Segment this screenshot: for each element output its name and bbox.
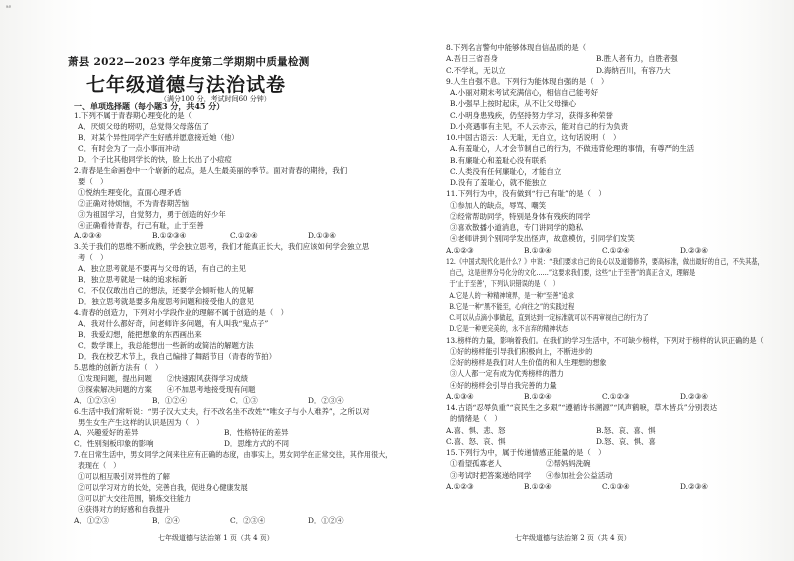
question-block bbox=[446, 447, 613, 481]
answer-option: A.喜、惧、悲、怒 bbox=[446, 425, 506, 435]
question-block bbox=[74, 308, 288, 363]
question-line: B．独立思考就是一味的追求标新 bbox=[78, 275, 187, 285]
answer-options bbox=[446, 245, 758, 256]
question-line: D．个子比其他同学长的快，脸上长出了小痘痘 bbox=[78, 154, 232, 164]
question-stem: 7.在日常生活中，男女同学之间来往应有正确的态度，由事实上，男女同学在正常交往，其作用很大， bbox=[74, 450, 393, 460]
answer-option: A.②③④ bbox=[74, 231, 102, 241]
answer-option: B.①②③④ bbox=[152, 231, 187, 241]
question-stem: 10.中国古语云：人无耻，无自立，这句话说明（ ） bbox=[446, 133, 621, 142]
answer-option: C．性别刻板印象的影响 bbox=[74, 439, 154, 449]
question-line: ④老师讲到个别同学发出怪声，故意模仿，引同学们发笑 bbox=[450, 234, 635, 244]
answer-option: B．性格特征的差异 bbox=[224, 428, 289, 438]
answer-option: B.怒、哀、喜、惧 bbox=[596, 425, 656, 435]
answer-options bbox=[446, 391, 758, 402]
question-line: D．独立思考就是要多角度思考问题和接受他人的意见 bbox=[78, 297, 254, 307]
page-footer-right: 七年级道德与法治第 2 页（共 4 页） bbox=[515, 534, 631, 542]
question-line: B．我爱幻想，能把想象的东西画出来 bbox=[78, 329, 202, 339]
question-line: ①发现问题，提出问题 ②快速跟风获得学习成绩 bbox=[78, 373, 248, 383]
answer-option: C．②③④ bbox=[230, 516, 266, 526]
question-block bbox=[446, 188, 635, 244]
question-block bbox=[74, 111, 239, 166]
question-line: B.有廉耻心和羞耻心没有联系 bbox=[450, 155, 547, 165]
answer-option: B.①③④ bbox=[524, 245, 552, 255]
question-line: 男生女生产生这样的认识是因为（ ） bbox=[78, 417, 204, 427]
corner-mark: ᵃˢ bbox=[6, 4, 12, 12]
answer-option: B．②④ bbox=[152, 516, 180, 526]
question-stem: 2.青春是生命画卷中一个崭新的起点，是人生最美丽的季节。面对青春的期待，我们 bbox=[74, 165, 348, 175]
answer-option: D.②③④ bbox=[680, 481, 708, 491]
question-line: ③人人都一定有成为优秀榜样的潜力 bbox=[449, 369, 564, 379]
answer-option: B.①②④ bbox=[524, 481, 552, 491]
question-line: A.有羞耻心，人才会节制自己的行为，不做违背伦理的事情，有尊严的生活 bbox=[450, 144, 695, 154]
question-line: D.没有了羞耻心，就不能独立 bbox=[450, 178, 547, 187]
question-block bbox=[74, 166, 347, 232]
question-stem: 1.下列不属于青春期心理变化的是（ bbox=[74, 111, 192, 120]
exam-region-heading: 萧县 2022—2023 学年度第二学期期中质量检测 bbox=[68, 56, 310, 68]
question-block bbox=[446, 402, 717, 425]
question-stem: 12.《中国式现代化是什么？》中说：“我们要求自己的良心以及道德修养，要高标准，做出最好的自己，不失其基， bbox=[446, 256, 764, 266]
question-line: ①可以相互吸引对异性的了解 bbox=[77, 472, 170, 482]
question-line: ②正确对待烦恼，不为青春期苦恼 bbox=[78, 198, 189, 208]
answer-option: C.①②④ bbox=[602, 245, 630, 255]
answer-options bbox=[446, 425, 746, 448]
answer-options bbox=[74, 428, 374, 450]
question-line: B.小强早上按时起床，从不让父母操心 bbox=[450, 99, 577, 109]
question-line: C．有时会为了一点小事而冲动 bbox=[78, 143, 180, 153]
question-line: ③可以扩大交往范围，锻炼交往能力 bbox=[77, 494, 192, 504]
right-page bbox=[400, 0, 770, 561]
question-block bbox=[446, 132, 694, 188]
answer-option: A．①②③ bbox=[74, 516, 109, 526]
question-line: C．不仅仅敢出自己的想法，还要学会倾听他人的见解 bbox=[78, 286, 254, 296]
question-line: 考（ ） bbox=[78, 253, 108, 263]
question-line: B．对某个异性同学产生好感并愿意接近她（他） bbox=[78, 132, 239, 142]
question-block bbox=[446, 76, 628, 132]
question-line: ①悦纳生理变化，直面心理矛盾 bbox=[78, 187, 182, 197]
section-heading: 一、单项选择题（每小题3 分，共45 分） bbox=[74, 101, 225, 111]
question-line: D.它是一种更完美的，永不言弃的精神状态 bbox=[449, 324, 569, 334]
question-line: ③探索解决问题的方案 ④不加思考地接受现有问题 bbox=[78, 384, 256, 394]
answer-option: A.吾日三省吾身 bbox=[446, 54, 499, 64]
question-stem: 8.下列名言警句中能够体现自信品质的是（ bbox=[446, 43, 587, 52]
question-line: ②可以学习对方的长处，完善自我，促进身心健康发展 bbox=[77, 483, 248, 493]
answer-option: D．②③④ bbox=[308, 395, 344, 405]
question-line: A．厌烦父母的唠叨，总觉得父母落伍了 bbox=[78, 121, 209, 131]
answer-option: C.不学礼，无以立 bbox=[446, 65, 506, 75]
question-line: D.小亮遇事有主见，不人云亦云，能对自己的行为负责 bbox=[450, 121, 628, 131]
question-line: A.它是人的一种精神境界，是一种“至善”追求 bbox=[449, 290, 575, 300]
answer-option: D.②③④ bbox=[680, 391, 708, 401]
question-block bbox=[446, 42, 586, 53]
answer-option: A.①②③ bbox=[446, 245, 474, 255]
question-line: 自己，这是世界分号化分的文化……”这要求我们要，这些“止于至善”的真正含义，理解是 bbox=[449, 268, 696, 277]
question-line: ①好的榜样能引导我们积极向上，不断进步的 bbox=[449, 346, 593, 356]
answer-option: C.①②④ bbox=[230, 231, 258, 241]
question-stem: 11.下列行为中，没有做到“行己有耻”的是（ ） bbox=[446, 189, 606, 199]
question-line: C.小明身患残疾，仍坚持努力学习，获得多种荣誉 bbox=[450, 110, 613, 120]
answer-option: C.①③④ bbox=[602, 481, 630, 491]
question-line: 表现在（ ） bbox=[77, 461, 121, 471]
question-line: ①看望孤寡老人 ②帮妈妈洗碗 bbox=[450, 459, 591, 469]
answer-option: B．①②④ bbox=[152, 395, 187, 405]
answer-option: A．①②③④ bbox=[74, 395, 117, 405]
answer-option: C.①②③ bbox=[602, 391, 630, 401]
question-line: 于‘止于至善’，下列认识错误的是（ ） bbox=[449, 279, 560, 289]
question-line: C.人类没有任何廉耻心，才能自立 bbox=[450, 166, 562, 176]
answer-option: A.①②③ bbox=[446, 481, 474, 491]
question-stem: 9.人生自强不息。下列行为能体现自强的是（ ） bbox=[446, 76, 609, 86]
question-stem: 15.下列行为中，属于传递情感正能量的是（ ） bbox=[446, 448, 606, 457]
answer-option: D.海纳百川，有容乃大 bbox=[596, 65, 671, 75]
question-stem: 3.关于我们的思维不断成熟，学会独立思考，我们才能真正长大，我们应该如何学会独立思 bbox=[74, 242, 370, 252]
answer-options bbox=[446, 53, 746, 76]
answer-option: B.①②④ bbox=[524, 391, 552, 401]
question-block bbox=[446, 256, 794, 335]
answer-option: A.①③④ bbox=[446, 391, 474, 401]
answer-options bbox=[74, 396, 386, 407]
question-line: ②经常帮助同学，特别是身体有残疾的同学 bbox=[450, 211, 591, 221]
question-line: ③喜欢散播小道消息，专门讲同学的隐私 bbox=[450, 223, 584, 232]
page-footer-left: 七年级道德与法治第 1 页（共 4 页） bbox=[158, 534, 274, 542]
question-block bbox=[446, 335, 776, 391]
answer-option: B.胜人者有力，自胜者强 bbox=[596, 54, 678, 64]
answer-options bbox=[446, 481, 758, 492]
question-line: 的情绪是（ ） bbox=[450, 414, 502, 424]
question-line: B.它是一种“黑不能至，心向往之”的实践过程 bbox=[449, 301, 575, 311]
question-line: A.小丽对期末考试充满信心，相信自己能考好 bbox=[450, 88, 599, 97]
answer-option: D．①②④ bbox=[308, 516, 344, 526]
question-stem: 4.青春的创造力，下列对小学段作业的理解不属于创造的是（ ） bbox=[74, 308, 288, 318]
question-line: C．数学课上，我总能想出一些新的或简洁的解题方法 bbox=[78, 340, 254, 350]
question-line: A．我对什么都好奇，问老师许多问题，有人叫我“鬼点子” bbox=[78, 319, 269, 328]
question-line: C.可以从点滴小事做起，直到达到一定标准就可以不再审视自己的行为了 bbox=[449, 313, 649, 322]
question-line: ②好的榜样是我们对人生价值的和人生理想的想象 bbox=[449, 358, 607, 367]
question-stem: 5.思维的创新方法有（ ） bbox=[74, 362, 163, 372]
question-line: ④获得对方的好感和自我提升 bbox=[77, 505, 170, 515]
question-block bbox=[74, 363, 255, 396]
question-block bbox=[74, 450, 406, 516]
answer-option: C．①③ bbox=[230, 395, 258, 405]
question-stem: 14.古语“忍辱负重”“哀民生之多艰”“遵循诗书溯源”“风声鹤唳，草木皆兵”分别表达 bbox=[446, 403, 718, 412]
answer-option: D．思维方式的不同 bbox=[224, 439, 290, 449]
question-line: ③为祖国学习，自觉努力，勇于创造的好少年 bbox=[78, 209, 226, 219]
answer-options bbox=[74, 516, 386, 527]
question-stem: 6.生活中我们常听说：“男子汉大丈夫，行不改名坐不改姓”“唯女子与小人难养”，之所以对 bbox=[74, 406, 370, 416]
exam-title: 七年级道德与法治试卷 bbox=[86, 74, 287, 96]
question-line: A．独立思考就是不要再与父母的话，有自己的主见 bbox=[78, 264, 246, 274]
question-block bbox=[74, 242, 369, 308]
exam-subtitle: （满分100 分，考试时间60 分钟） bbox=[160, 95, 271, 103]
question-line: ④好的榜样会引导自我完善的力量 bbox=[449, 380, 557, 390]
answer-option: A．兴趣爱好的差异 bbox=[74, 428, 139, 438]
question-line: D．我在校艺术节上，我自己编排了舞蹈节目（青春的节拍） bbox=[78, 351, 277, 361]
answer-option: C.喜、怒、哀、惧 bbox=[446, 436, 506, 446]
question-line: ③考试时把答案递给同学 ④参加社会公益活动 bbox=[450, 470, 613, 480]
question-line: ①参加人的缺点，辱骂、嘲笑 bbox=[450, 200, 547, 210]
question-block bbox=[74, 407, 370, 429]
answer-option: D.②③④ bbox=[680, 245, 708, 255]
answer-option: D.①③④ bbox=[308, 231, 336, 241]
question-line: ④正确看待青春，行己有耻，止于至善 bbox=[78, 220, 204, 230]
answer-options bbox=[74, 231, 386, 242]
answer-option: D.怒、哀、惧、喜 bbox=[596, 436, 656, 446]
question-stem: 13.榜样的力量，影响着我们。在我们的学习生活中，不可缺少榜样，下列对于榜样的认识正确的是（ bbox=[446, 335, 764, 345]
left-page bbox=[28, 0, 398, 561]
question-line: 要（ ） bbox=[78, 176, 108, 186]
